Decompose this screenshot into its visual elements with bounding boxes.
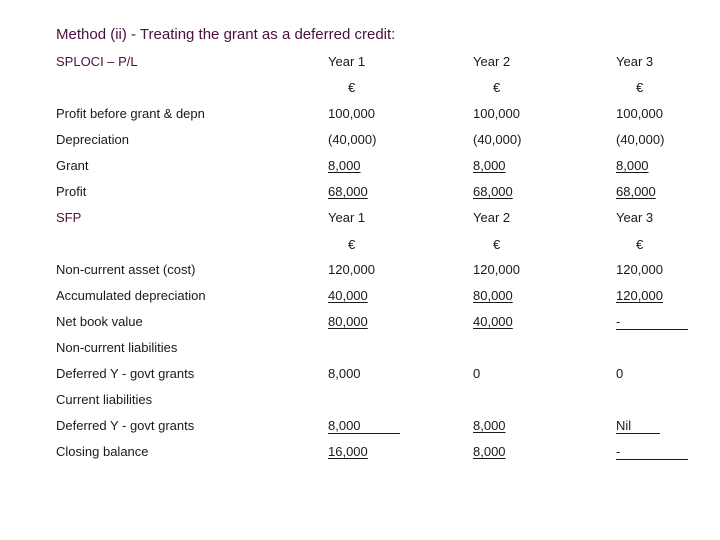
currency-symbol: € (348, 80, 356, 95)
table-row (0, 184, 720, 204)
table-row (0, 418, 720, 438)
sploci-year-1: Year 1 (328, 54, 366, 69)
sploci-year-2: Year 2 (473, 54, 511, 69)
cell-value: 68,000 (328, 184, 368, 199)
cell-value: 8,000 (328, 418, 400, 434)
sfp-year-3: Year 3 (616, 210, 654, 225)
table-row (0, 262, 720, 282)
sploci-header-row (0, 54, 720, 74)
cell-value: 40,000 (328, 288, 368, 303)
page-title: Method (ii) - Treating the grant as a deferred credit: (56, 26, 396, 43)
table-row (0, 366, 720, 386)
table-row (0, 314, 720, 334)
cell-value: 80,000 (328, 314, 368, 329)
currency-symbol: € (636, 237, 644, 252)
cell-value: - (616, 444, 688, 460)
cell-value: Nil (616, 418, 660, 434)
sploci-heading: SPLOCI – P/L (56, 54, 138, 69)
cell-value: (40,000) (328, 132, 377, 147)
row-label: Accumulated depreciation (56, 288, 206, 303)
row-label: Net book value (56, 314, 143, 329)
cell-value: 120,000 (616, 288, 663, 303)
cell-value: 8,000 (473, 158, 506, 173)
cell-value: 68,000 (616, 184, 656, 199)
row-label: Deferred Y - govt grants (56, 366, 195, 381)
currency-symbol: € (636, 80, 644, 95)
cell-value: 8,000 (473, 444, 506, 459)
cell-value: (40,000) (616, 132, 665, 147)
cell-value: 100,000 (473, 106, 520, 121)
cell-value: (40,000) (473, 132, 522, 147)
cell-value: 8,000 (473, 418, 506, 433)
sploci-currency-row (0, 80, 720, 100)
cell-value: 0 (616, 366, 624, 381)
table-row (0, 288, 720, 308)
cell-value: 0 (473, 366, 481, 381)
current-liabilities-heading: Current liabilities (56, 392, 153, 407)
cell-value: 40,000 (473, 314, 513, 329)
cell-value: 100,000 (328, 106, 375, 121)
non-current-liabilities-heading: Non-current liabilities (56, 340, 178, 355)
table-row (0, 444, 720, 464)
sfp-currency-row (0, 237, 720, 257)
cell-value: 8,000 (328, 158, 361, 173)
cell-value: 120,000 (328, 262, 375, 277)
cell-value: 120,000 (473, 262, 520, 277)
cell-value: 68,000 (473, 184, 513, 199)
cell-value: - (616, 314, 688, 330)
sfp-year-1: Year 1 (328, 210, 366, 225)
table-row (0, 158, 720, 178)
currency-symbol: € (493, 80, 501, 95)
row-label: Profit (56, 184, 87, 199)
cell-value: 80,000 (473, 288, 513, 303)
section-row (0, 392, 720, 412)
sfp-heading: SFP (56, 210, 82, 225)
currency-symbol: € (348, 237, 356, 252)
cell-value: 16,000 (328, 444, 368, 459)
table-row (0, 106, 720, 126)
sfp-header-row (0, 210, 720, 230)
row-label: Closing balance (56, 444, 149, 459)
sfp-year-2: Year 2 (473, 210, 511, 225)
table-row (0, 132, 720, 152)
section-row (0, 340, 720, 360)
cell-value: 8,000 (616, 158, 649, 173)
sploci-year-3: Year 3 (616, 54, 654, 69)
row-label: Profit before grant & depn (56, 106, 205, 121)
row-label: Non-current asset (cost) (56, 262, 196, 277)
cell-value: 100,000 (616, 106, 663, 121)
row-label: Depreciation (56, 132, 129, 147)
cell-value: 120,000 (616, 262, 663, 277)
row-label: Grant (56, 158, 89, 173)
cell-value: 8,000 (328, 366, 361, 381)
currency-symbol: € (493, 237, 501, 252)
row-label: Deferred Y - govt grants (56, 418, 195, 433)
